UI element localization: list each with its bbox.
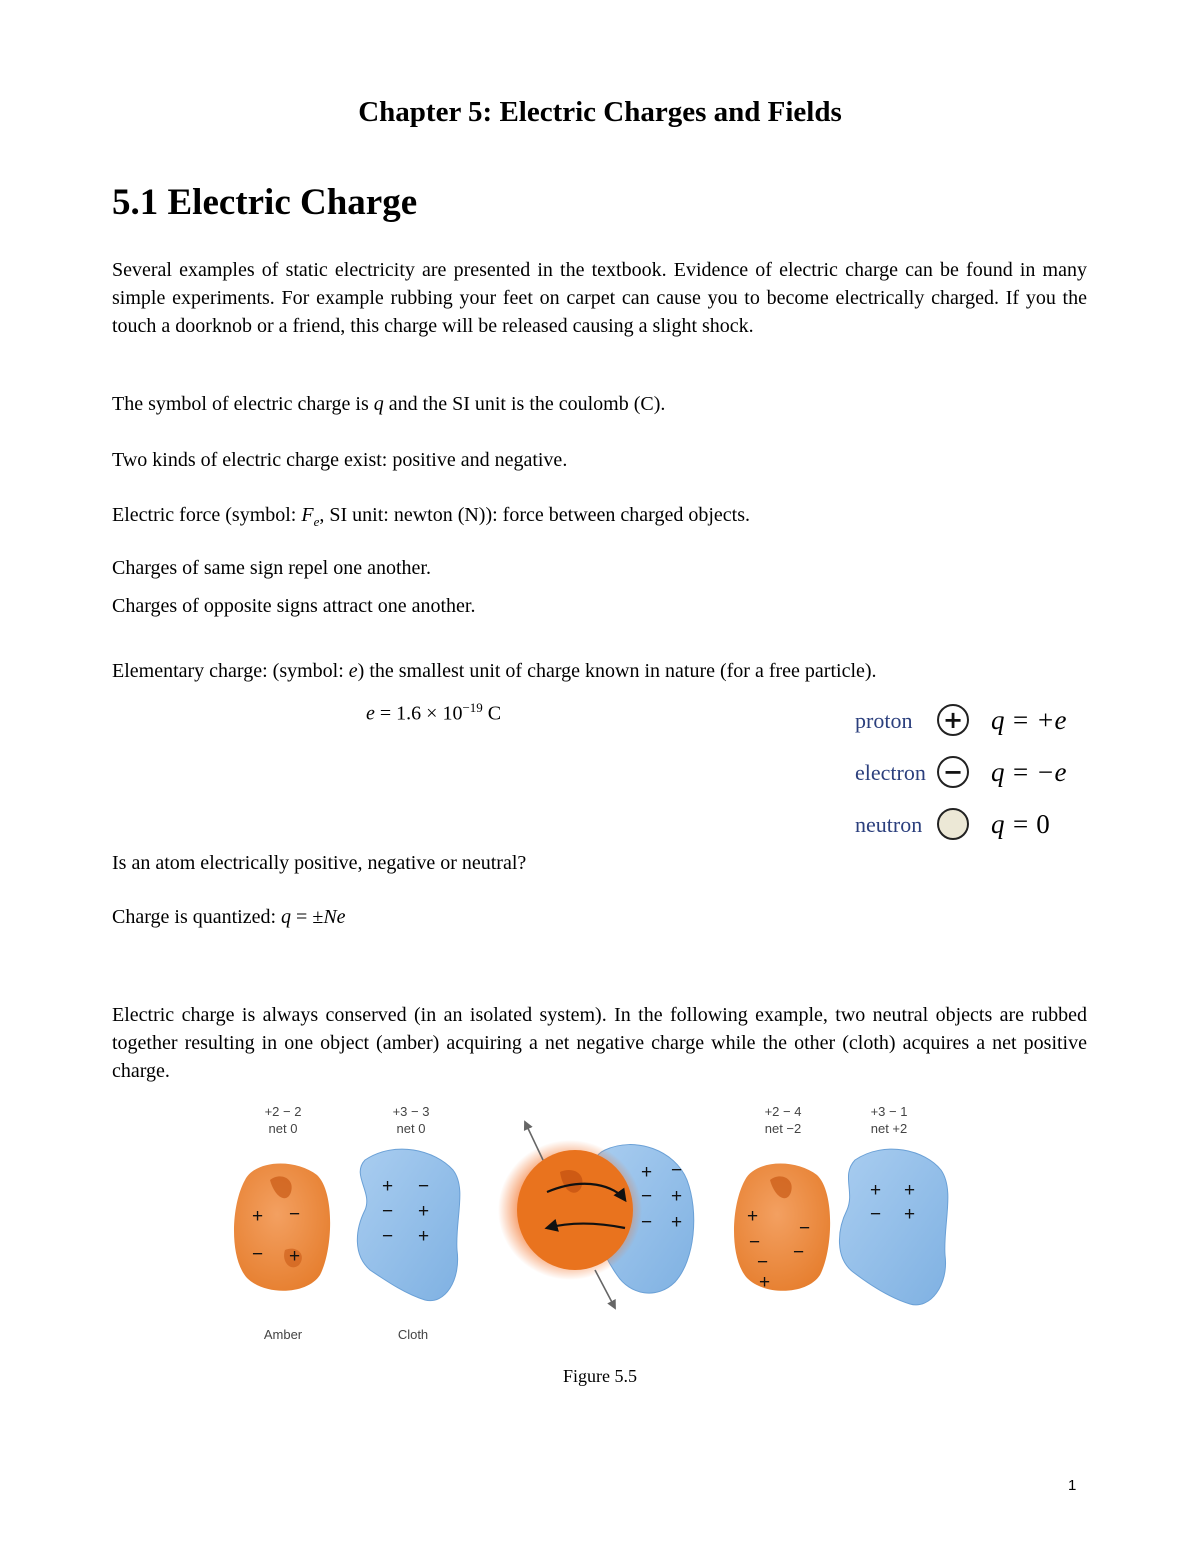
chapter-title: Chapter 5: Electric Charges and Fields: [358, 96, 842, 128]
cloth-after: [839, 1149, 947, 1305]
svg-text:+: +: [904, 1204, 916, 1225]
neutron-label: neutron: [855, 812, 923, 837]
svg-text:−: −: [793, 1242, 805, 1263]
figure-illustration: [225, 1100, 960, 1350]
proton-plus-icon: +: [937, 704, 969, 736]
svg-text:+: +: [671, 1186, 683, 1207]
svg-text:−: −: [799, 1218, 811, 1239]
svg-text:−: −: [749, 1232, 761, 1253]
section-title: 5.1 Electric Charge: [112, 182, 418, 223]
atom-question: Is an atom electrically positive, negative or neutral?: [112, 852, 527, 874]
page-number: 1: [1068, 1477, 1077, 1494]
cloth-label: Cloth: [397, 1327, 429, 1342]
cloth-before-net: net 0: [396, 1121, 426, 1136]
svg-text:+: +: [289, 1246, 301, 1267]
neutron-row: [845, 804, 1095, 848]
proton-row: [845, 700, 1095, 744]
svg-text:+: +: [252, 1206, 264, 1227]
amber-before-count: +2 − 2: [264, 1104, 302, 1119]
svg-text:−: −: [757, 1252, 769, 1273]
cloth-after-count: +3 − 1: [870, 1104, 908, 1119]
svg-text:+: +: [418, 1201, 430, 1222]
amber-label: Amber: [263, 1327, 303, 1342]
particle-charge-table: [845, 700, 1095, 860]
svg-text:−: −: [641, 1186, 653, 1207]
svg-text:+: +: [641, 1162, 653, 1183]
svg-text:+: +: [759, 1272, 771, 1293]
quantization-sentence: Charge is quantized: q = ±Ne: [112, 906, 346, 928]
svg-text:−: −: [671, 1160, 683, 1181]
svg-text:−: −: [641, 1212, 653, 1233]
electron-minus-icon: −: [937, 756, 969, 788]
neutron-circle-icon: [937, 808, 969, 840]
proton-charge: q = +e: [991, 705, 1067, 735]
svg-text:+: +: [671, 1212, 683, 1233]
opposite-sign-sentence: Charges of opposite signs attract one another.: [112, 595, 476, 617]
neutron-charge: q = 0: [991, 809, 1050, 839]
svg-text:−: −: [252, 1244, 264, 1265]
electric-force-sentence: Electric force (symbol: $F_e$, SI unit: newton (N)): force between charged objects.: [112, 504, 750, 529]
svg-text:−: −: [870, 1204, 882, 1225]
elementary-charge-sentence: Elementary charge: (symbol: e) the smallest unit of charge known in nature (for a free particle).: [112, 660, 877, 682]
charge-symbol-sentence: The symbol of electric charge is q and the SI unit is the coulomb (C).: [112, 393, 666, 415]
svg-text:−: −: [382, 1201, 394, 1222]
electron-row: [845, 752, 1095, 796]
cloth-before: [357, 1149, 460, 1301]
electron-label: electron: [855, 760, 926, 785]
svg-text:−: −: [289, 1204, 301, 1225]
svg-text:+: +: [870, 1180, 882, 1201]
same-sign-sentence: Charges of same sign repel one another.: [112, 557, 431, 579]
proton-label: proton: [855, 708, 913, 733]
rubbing-scene: [498, 1122, 694, 1308]
rubbing-figure: [225, 1100, 960, 1350]
elementary-charge-equation: $e = 1.6 \times 10^{-19}$ C: [366, 700, 502, 725]
intro-paragraph: Several examples of static electricity are presented in the textbook. Evidence of electric charge can be found in many simple experiments. For example rubbing your feet on carpet can cause you to become electrically charged. If you the touch a doorknob or a friend, this charge will be released causing a slight shock.: [112, 259, 1087, 337]
amber-after-count: +2 − 4: [764, 1104, 802, 1119]
figure-caption: Figure 5.5: [563, 1366, 637, 1386]
svg-text:+: +: [382, 1176, 394, 1197]
svg-text:+: +: [747, 1206, 759, 1227]
svg-text:+: +: [904, 1180, 916, 1201]
amber-after: [734, 1164, 830, 1293]
cloth-after-net: net +2: [870, 1121, 908, 1136]
svg-text:+: +: [418, 1226, 430, 1247]
svg-text:−: −: [418, 1176, 430, 1197]
cloth-before-count: +3 − 3: [392, 1104, 430, 1119]
conservation-paragraph: Electric charge is always conserved (in an isolated system). In the following example, two neutral objects are rubbed together resulting in one object (amber) acquiring a net negative charge while the other (cloth) acquires a net positive charge.: [112, 1004, 1087, 1082]
two-kinds-sentence: Two kinds of electric charge exist: positive and negative.: [112, 449, 568, 471]
amber-before: [234, 1164, 330, 1291]
amber-before-net: net 0: [268, 1121, 298, 1136]
svg-text:−: −: [382, 1226, 394, 1247]
electron-charge: q = −e: [991, 757, 1067, 787]
amber-after-net: net −2: [764, 1121, 802, 1136]
